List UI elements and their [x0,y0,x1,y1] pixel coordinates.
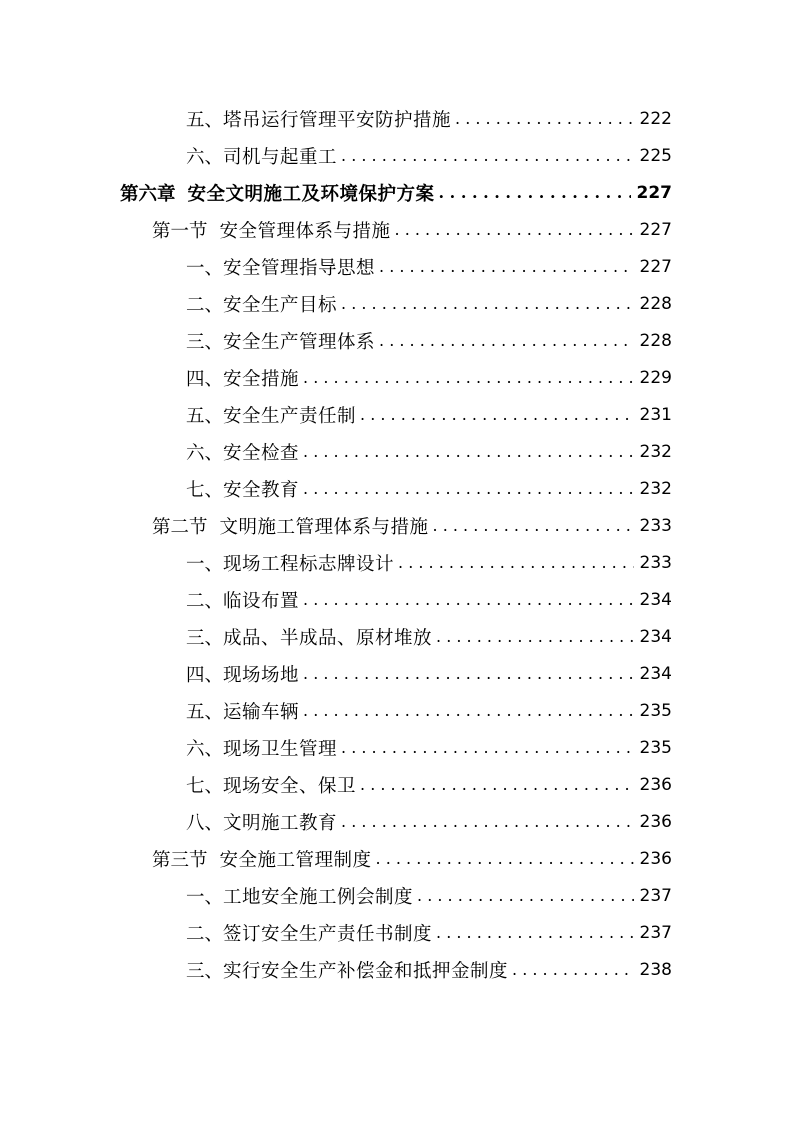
toc-entry-title: 安全管理体系与措施 [219,220,391,242]
toc-entry-number: 三、 [186,627,224,649]
dot-leader [395,220,634,239]
toc-entry-title: 实行安全生产补偿金和抵押金制度 [223,960,509,982]
toc-entry-number: 一、 [186,553,224,575]
toc-entry[interactable] [186,137,672,174]
dot-leader [303,664,634,683]
dot-leader [436,923,634,942]
toc-entry[interactable] [186,766,672,803]
toc-entry-page: 238 [639,959,672,980]
toc-entry[interactable] [186,359,672,396]
toc-entry[interactable] [186,433,672,470]
toc-entry-title: 现场场地 [223,664,300,686]
toc-section-entry[interactable] [152,211,672,248]
toc-entry-page: 232 [639,478,672,499]
dot-leader [433,516,634,535]
dot-leader [303,701,634,720]
toc-entry-page: 234 [639,663,672,684]
dot-leader [398,553,634,572]
toc-entry-number: 第六章 [120,183,176,205]
toc-entry-number: 三、 [186,960,224,982]
toc-entry-number: 七、 [186,775,224,797]
toc-entry[interactable] [186,285,672,322]
toc-entry-page: 231 [639,404,672,425]
toc-entry-title: 安全管理指导思想 [223,257,376,279]
toc-entry-number: 第一节 [152,220,208,242]
toc-entry-page: 234 [639,626,672,647]
toc-entry-page: 227 [639,256,672,277]
toc-entry-page: 228 [639,293,672,314]
toc-entry-title: 安全文明施工及环境保护方案 [187,183,435,205]
toc-entry-page: 222 [639,108,672,129]
toc-entry-title: 文明施工教育 [223,812,338,834]
toc-entry-number: 第二节 [152,516,208,538]
toc-entry-number: 二、 [186,294,224,316]
dot-leader [360,405,634,424]
toc-entry-number: 六、 [186,738,224,760]
dot-leader [303,442,634,461]
toc-entry[interactable] [186,470,672,507]
toc-section-entry[interactable] [152,840,672,877]
toc-entry[interactable] [186,322,672,359]
toc-entry-title: 安全生产目标 [223,294,338,316]
dot-leader [303,590,634,609]
toc-entry-number: 二、 [186,923,224,945]
dot-leader [455,109,634,128]
toc-entry[interactable] [186,100,672,137]
toc-entry-title: 塔吊运行管理平安防护措施 [223,109,452,131]
toc-entry-number: 一、 [186,257,224,279]
dot-leader [303,479,634,498]
toc-entry-page: 237 [639,885,672,906]
toc-entry-title: 文明施工管理体系与措施 [219,516,429,538]
toc-entry[interactable] [186,803,672,840]
toc-entry[interactable] [186,396,672,433]
dot-leader [417,886,634,905]
toc-entry-page: 234 [639,589,672,610]
toc-entry[interactable] [186,914,672,951]
dot-leader [379,257,634,276]
toc-entry-number: 六、 [186,442,224,464]
toc-entry-page: 225 [639,145,672,166]
toc-entry[interactable] [186,581,672,618]
toc-entry-page: 236 [639,774,672,795]
dot-leader [360,775,634,794]
toc-entry-page: 235 [639,700,672,721]
toc-entry-page: 235 [639,737,672,758]
toc-entry-page: 232 [639,441,672,462]
toc-entry-number: 八、 [186,812,224,834]
toc-chapter-entry[interactable] [120,174,672,211]
toc-entry-number: 五、 [186,109,224,131]
toc-entry-number: 五、 [186,405,224,427]
dot-leader [379,331,634,350]
toc-entry-number: 七、 [186,479,224,501]
toc-entry-title: 现场卫生管理 [223,738,338,760]
toc-entry-number: 四、 [186,368,224,390]
dot-leader [436,627,634,646]
toc-entry-title: 安全措施 [223,368,300,390]
toc-entry-title: 现场工程标志牌设计 [223,553,395,575]
toc-entry-title: 临设布置 [223,590,300,612]
toc-entry-number: 五、 [186,701,224,723]
toc-entry-title: 安全教育 [223,479,300,501]
toc-entry-page: 233 [639,552,672,573]
toc-entry-title: 安全生产责任制 [223,405,357,427]
toc-entry-number: 三、 [186,331,224,353]
dot-leader [376,849,634,868]
toc-entry[interactable] [186,248,672,285]
toc-entry-number: 一、 [186,886,224,908]
dot-leader [439,183,631,202]
toc-entry[interactable] [186,544,672,581]
toc-entry-title: 签订安全生产责任书制度 [223,923,433,945]
dot-leader [341,812,634,831]
toc-entry-page: 237 [639,922,672,943]
toc-entry-page: 227 [636,182,672,203]
toc-entry-title: 现场安全、保卫 [223,775,357,797]
toc-entry-title: 运输车辆 [223,701,300,723]
toc-entry[interactable] [186,618,672,655]
toc-entry[interactable] [186,692,672,729]
toc-entry-page: 236 [639,848,672,869]
toc-entry-number: 四、 [186,664,224,686]
toc-entry-number: 二、 [186,590,224,612]
dot-leader [512,960,634,979]
toc-entry[interactable] [186,951,672,988]
toc-entry-title: 安全生产管理体系 [223,331,376,353]
dot-leader [341,146,634,165]
toc-entry[interactable] [186,729,672,766]
toc-entry-number: 第三节 [152,849,208,871]
toc-entry-page: 227 [639,219,672,240]
toc-section-entry[interactable] [152,507,672,544]
toc-entry-title: 工地安全施工例会制度 [223,886,414,908]
dot-leader [341,294,634,313]
toc-entry-title: 安全施工管理制度 [219,849,372,871]
dot-leader [341,738,634,757]
toc-entry-page: 228 [639,330,672,351]
toc-entry-page: 236 [639,811,672,832]
toc-entry-title: 司机与起重工 [223,146,338,168]
toc-entry-page: 233 [639,515,672,536]
toc-entry[interactable] [186,877,672,914]
toc-entry-page: 229 [639,367,672,388]
dot-leader [303,368,634,387]
toc-entry[interactable] [186,655,672,692]
toc-entry-number: 六、 [186,146,224,168]
toc-entry-title: 安全检查 [223,442,300,464]
toc-entry-title: 成品、半成品、原材堆放 [223,627,433,649]
